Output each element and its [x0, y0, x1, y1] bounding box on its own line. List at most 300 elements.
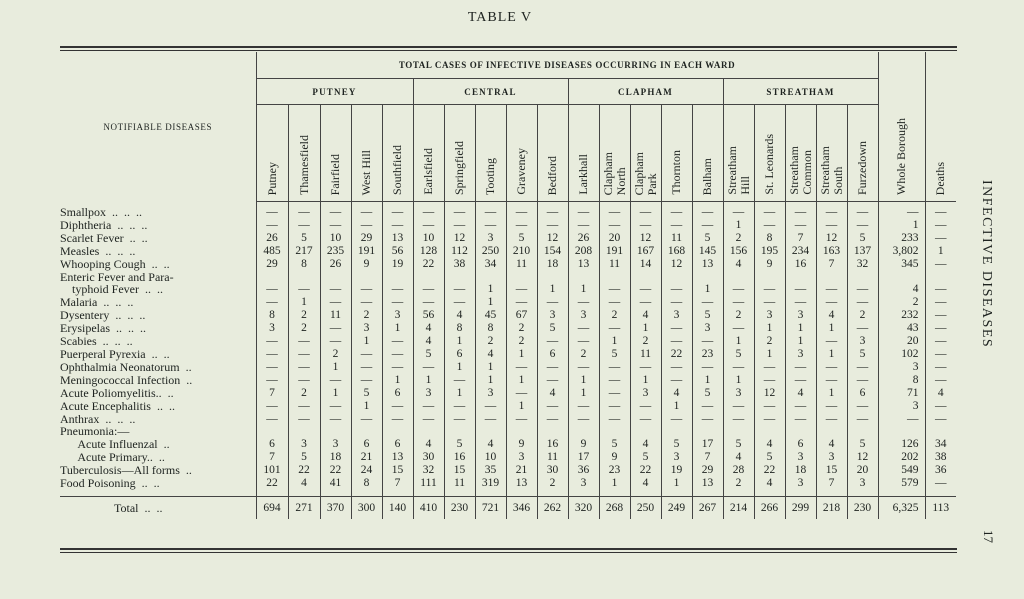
ward-count-cell: —: [816, 219, 847, 232]
table-row: [60, 296, 956, 309]
ward-count-cell: 7: [816, 258, 847, 271]
ward-count-cell: [413, 425, 444, 438]
ward-count-cell: 1: [444, 361, 475, 374]
ward-count-cell: 3: [382, 309, 413, 322]
group-clapham: CLAPHAM: [568, 79, 723, 105]
disease-name: Food Poisoning .. ..: [60, 477, 160, 490]
ward-count-cell: —: [256, 202, 288, 219]
ward-count-cell: —: [785, 413, 816, 426]
table-row: [60, 283, 956, 296]
ward-count-cell: 12: [661, 258, 692, 271]
ward-count-cell: 3: [537, 309, 568, 322]
ward-count-cell: —: [754, 219, 785, 232]
ward-count-cell: 10: [475, 451, 506, 464]
deaths-cell: [925, 425, 956, 438]
ward-count-cell: —: [847, 283, 878, 296]
ward-count-cell: 3: [785, 348, 816, 361]
deaths-cell: —: [925, 477, 956, 490]
ward-count-cell: 5: [506, 232, 537, 245]
ward-count-cell: —: [382, 335, 413, 348]
ward-count-cell: 1: [382, 374, 413, 387]
group-central: CENTRAL: [413, 79, 568, 105]
ward-count-cell: —: [382, 202, 413, 219]
disease-name: Scabies .. .. ..: [60, 335, 133, 348]
ward-count-cell: —: [320, 413, 351, 426]
table-row: [60, 477, 956, 490]
ward-count-cell: 14: [630, 258, 661, 271]
ward-count-cell: 1: [475, 283, 506, 296]
ward-count-cell: —: [785, 296, 816, 309]
ward-count-cell: [847, 425, 878, 438]
ward-count-cell: —: [661, 374, 692, 387]
total-row: [60, 496, 956, 519]
ward-count-cell: 3: [847, 477, 878, 490]
ward-count-cell: [630, 425, 661, 438]
ward-count-cell: —: [351, 283, 382, 296]
ward-count-cell: 9: [599, 451, 630, 464]
ward-count-cell: —: [847, 202, 878, 219]
ward-count-cell: —: [785, 202, 816, 219]
ward-count-cell: 8: [256, 309, 288, 322]
whole-borough-cell: 102: [878, 348, 925, 361]
ward-count-cell: [816, 271, 847, 284]
ward-count-cell: 12: [537, 232, 568, 245]
ward-count-cell: 5: [288, 451, 320, 464]
table-row: [60, 322, 956, 335]
ward-count-cell: 16: [444, 451, 475, 464]
disease-name: Acute Encephalitis .. ..: [60, 399, 175, 413]
ward-count-cell: 4: [413, 438, 444, 451]
ward-count-cell: —: [847, 219, 878, 232]
ward-count-cell: 4: [537, 387, 568, 400]
ward-count-cell: —: [537, 219, 568, 232]
ward-count-cell: —: [816, 400, 847, 413]
ward-count-cell: 163: [816, 245, 847, 258]
ward-count-cell: 15: [816, 464, 847, 477]
deaths-cell: —: [925, 232, 956, 245]
ward-count-cell: 7: [692, 451, 723, 464]
ward-count-cell: [661, 425, 692, 438]
ward-count-cell: —: [444, 296, 475, 309]
ward-count-cell: —: [723, 413, 754, 426]
whole-borough-cell: 6,325: [878, 496, 925, 519]
ward-count-cell: 1: [351, 400, 382, 413]
ward-count-cell: —: [506, 361, 537, 374]
deaths-cell: 38: [925, 451, 956, 464]
ward-count-cell: [413, 271, 444, 284]
ward-count-cell: —: [692, 361, 723, 374]
ward-count-cell: —: [382, 296, 413, 309]
ward-count-cell: 2: [537, 477, 568, 490]
ward-count-cell: —: [692, 296, 723, 309]
ward-count-cell: —: [599, 296, 630, 309]
ward-count-cell: —: [630, 283, 661, 296]
ward-count-cell: 16: [785, 258, 816, 271]
ward-count-cell: 4: [475, 438, 506, 451]
ward-count-cell: 4: [475, 348, 506, 361]
ward-count-cell: 36: [568, 464, 599, 477]
ward-count-cell: 230: [847, 496, 878, 519]
ward-count-cell: 3: [568, 477, 599, 490]
ward-count-cell: —: [256, 413, 288, 426]
deaths-cell: —: [925, 413, 956, 426]
ward-count-cell: 2: [288, 322, 320, 335]
ward-count-cell: 5: [537, 322, 568, 335]
ward-count-cell: 230: [444, 496, 475, 519]
ward-count-cell: 6: [382, 387, 413, 400]
ward-count-cell: 11: [661, 232, 692, 245]
ward-count-cell: [537, 271, 568, 284]
col-header-ward: Tooting: [475, 105, 506, 202]
ward-count-cell: 22: [256, 477, 288, 490]
ward-count-cell: [847, 271, 878, 284]
ward-count-cell: 13: [568, 258, 599, 271]
ward-count-cell: 721: [475, 496, 506, 519]
ward-count-cell: 7: [816, 477, 847, 490]
ward-count-cell: 3: [351, 322, 382, 335]
ward-count-cell: —: [661, 335, 692, 348]
ward-count-cell: 5: [847, 348, 878, 361]
ward-count-cell: —: [256, 283, 288, 296]
ward-count-cell: —: [816, 202, 847, 219]
ward-count-cell: 11: [506, 258, 537, 271]
ward-count-cell: 15: [444, 464, 475, 477]
ward-count-cell: —: [692, 219, 723, 232]
ward-count-cell: 2: [288, 387, 320, 400]
ward-count-cell: —: [568, 219, 599, 232]
whole-borough-cell: 1: [878, 219, 925, 232]
ward-count-cell: —: [630, 413, 661, 426]
ward-count-cell: 38: [444, 258, 475, 271]
ward-count-cell: —: [288, 400, 320, 413]
col-header-ward: Clapham Park: [630, 105, 661, 202]
side-heading: INFECTIVE DISEASES: [979, 180, 994, 349]
ward-count-cell: 1: [816, 387, 847, 400]
ward-count-cell: 1: [630, 322, 661, 335]
ward-count-cell: [506, 425, 537, 438]
ward-count-cell: —: [661, 283, 692, 296]
ward-count-cell: 319: [475, 477, 506, 490]
ward-count-cell: —: [351, 348, 382, 361]
ward-count-cell: —: [444, 202, 475, 219]
ward-count-cell: —: [568, 400, 599, 413]
ward-count-cell: 56: [413, 309, 444, 322]
deaths-cell: 34: [925, 438, 956, 451]
ward-count-cell: 145: [692, 245, 723, 258]
ward-count-cell: 2: [506, 335, 537, 348]
ward-count-cell: 1: [785, 322, 816, 335]
deaths-cell: —: [925, 348, 956, 361]
ward-count-cell: 5: [630, 451, 661, 464]
ward-count-cell: 20: [599, 232, 630, 245]
ward-count-cell: —: [754, 361, 785, 374]
ward-count-cell: —: [506, 202, 537, 219]
ward-count-cell: 1: [816, 348, 847, 361]
ward-count-cell: 13: [506, 477, 537, 490]
ward-count-cell: —: [288, 202, 320, 219]
disease-name: Malaria .. .. ..: [60, 296, 134, 310]
ward-count-cell: 9: [754, 258, 785, 271]
ward-count-cell: —: [351, 374, 382, 387]
ward-count-cell: 12: [847, 451, 878, 464]
ward-count-cell: [444, 271, 475, 284]
table-row: [60, 271, 956, 284]
table-row: [60, 245, 956, 258]
ward-count-cell: 4: [630, 477, 661, 490]
ward-count-cell: —: [568, 202, 599, 219]
ward-count-cell: 22: [754, 464, 785, 477]
deaths-cell: —: [925, 309, 956, 322]
ward-count-cell: 28: [723, 464, 754, 477]
ward-count-cell: 1: [785, 335, 816, 348]
ward-count-cell: 1: [475, 374, 506, 387]
ward-count-cell: 6: [382, 438, 413, 451]
ward-count-cell: 1: [475, 361, 506, 374]
ward-count-cell: 3: [630, 387, 661, 400]
ward-count-cell: 6: [444, 348, 475, 361]
ward-count-cell: [599, 271, 630, 284]
ward-count-cell: 22: [630, 464, 661, 477]
ward-count-cell: —: [816, 361, 847, 374]
ward-count-cell: [320, 425, 351, 438]
ward-count-cell: 8: [444, 322, 475, 335]
ward-count-cell: —: [630, 219, 661, 232]
ward-count-cell: [661, 271, 692, 284]
total-cases-heading: TOTAL CASES OF INFECTIVE DISEASES OCCURRING IN EACH WARD: [256, 52, 878, 79]
ward-count-cell: 112: [444, 245, 475, 258]
ward-count-cell: 262: [537, 496, 568, 519]
ward-count-cell: —: [785, 374, 816, 387]
ward-count-cell: 5: [661, 438, 692, 451]
ward-count-cell: —: [723, 400, 754, 413]
ward-count-cell: 218: [816, 496, 847, 519]
col-header-ward: Streatham Hill: [723, 105, 754, 202]
ward-count-cell: 19: [661, 464, 692, 477]
whole-borough-cell: [878, 425, 925, 438]
ward-count-cell: 300: [351, 496, 382, 519]
ward-count-cell: —: [382, 413, 413, 426]
ward-count-cell: —: [288, 219, 320, 232]
ward-count-cell: —: [288, 413, 320, 426]
ward-count-cell: [568, 425, 599, 438]
ward-count-cell: 34: [475, 258, 506, 271]
ward-count-cell: —: [754, 202, 785, 219]
ward-count-cell: 3: [568, 309, 599, 322]
table-row: [60, 348, 956, 361]
ward-count-cell: 3: [413, 387, 444, 400]
ward-count-cell: 346: [506, 496, 537, 519]
top-rule: [60, 46, 957, 48]
ward-count-cell: 4: [754, 438, 785, 451]
col-header-ward: Streatham South: [816, 105, 847, 202]
ward-count-cell: 1: [506, 348, 537, 361]
deaths-cell: 113: [925, 496, 956, 519]
ward-count-cell: 5: [723, 348, 754, 361]
ward-count-cell: —: [537, 202, 568, 219]
ward-count-cell: —: [661, 361, 692, 374]
ward-count-cell: [351, 271, 382, 284]
whole-borough-cell: 43: [878, 322, 925, 335]
ward-count-cell: 12: [444, 232, 475, 245]
ward-count-cell: —: [537, 374, 568, 387]
table-row: [60, 464, 956, 477]
ward-count-cell: 1: [661, 477, 692, 490]
notifiable-diseases-heading: NOTIFIABLE DISEASES: [103, 121, 213, 132]
deaths-cell: —: [925, 219, 956, 232]
ward-count-cell: —: [568, 335, 599, 348]
ward-count-cell: 4: [723, 451, 754, 464]
ward-count-cell: 137: [847, 245, 878, 258]
ward-count-cell: —: [288, 283, 320, 296]
ward-count-cell: —: [320, 283, 351, 296]
ward-count-cell: —: [413, 283, 444, 296]
ward-count-cell: 8: [351, 477, 382, 490]
ward-count-cell: —: [351, 219, 382, 232]
ward-count-cell: 1: [599, 477, 630, 490]
ward-count-cell: —: [816, 374, 847, 387]
ward-count-cell: 320: [568, 496, 599, 519]
deaths-cell: —: [925, 361, 956, 374]
table-row: [60, 219, 956, 232]
group-streatham: STREATHAM: [723, 79, 878, 105]
ward-count-cell: 41: [320, 477, 351, 490]
ward-count-cell: —: [754, 374, 785, 387]
ward-count-cell: 5: [692, 387, 723, 400]
ward-count-cell: —: [537, 335, 568, 348]
ward-count-cell: 10: [320, 232, 351, 245]
ward-count-cell: 299: [785, 496, 816, 519]
ward-count-cell: —: [537, 296, 568, 309]
ward-count-cell: —: [382, 400, 413, 413]
ward-count-cell: 5: [847, 232, 878, 245]
col-header-ward: Springfield: [444, 105, 475, 202]
ward-count-cell: 21: [506, 464, 537, 477]
disease-name: Acute Primary.. ..: [60, 451, 165, 465]
ward-count-cell: [444, 425, 475, 438]
ward-count-cell: —: [444, 400, 475, 413]
ward-count-cell: —: [413, 413, 444, 426]
ward-count-cell: 5: [847, 438, 878, 451]
table-row: [60, 374, 956, 387]
ward-count-cell: [288, 271, 320, 284]
ward-count-cell: 67: [506, 309, 537, 322]
ward-count-cell: 2: [847, 309, 878, 322]
table-row: [60, 413, 956, 426]
ward-count-cell: 1: [288, 296, 320, 309]
ward-count-cell: 13: [692, 477, 723, 490]
ward-count-cell: —: [847, 400, 878, 413]
ward-count-cell: 29: [256, 258, 288, 271]
ward-count-cell: 5: [351, 387, 382, 400]
ward-count-cell: 1: [351, 335, 382, 348]
ward-count-cell: [382, 425, 413, 438]
ward-count-cell: —: [256, 400, 288, 413]
ward-count-cell: 2: [475, 335, 506, 348]
ward-count-cell: 271: [288, 496, 320, 519]
ward-count-cell: 1: [475, 296, 506, 309]
ward-count-cell: 6: [537, 348, 568, 361]
ward-count-cell: —: [351, 296, 382, 309]
ward-count-cell: —: [382, 361, 413, 374]
ward-count-cell: —: [785, 219, 816, 232]
whole-borough-cell: 345: [878, 258, 925, 271]
table-title: TABLE V: [467, 10, 533, 25]
ward-count-cell: 11: [537, 451, 568, 464]
ward-count-cell: —: [785, 400, 816, 413]
ward-count-cell: 3: [785, 451, 816, 464]
ward-count-cell: [723, 271, 754, 284]
ward-count-cell: 22: [320, 464, 351, 477]
whole-borough-cell: —: [878, 202, 925, 219]
whole-borough-cell: 126: [878, 438, 925, 451]
ward-count-cell: —: [256, 296, 288, 309]
ward-count-cell: —: [320, 322, 351, 335]
ward-count-cell: [475, 271, 506, 284]
ward-count-cell: 3: [754, 309, 785, 322]
ward-count-cell: [630, 271, 661, 284]
ward-count-cell: [351, 425, 382, 438]
ward-count-cell: [288, 425, 320, 438]
ward-count-cell: 4: [630, 438, 661, 451]
table-row: [60, 258, 956, 271]
bottom-rule-thin: [60, 552, 957, 553]
group-putney: PUTNEY: [256, 79, 413, 105]
ward-count-cell: 1: [320, 361, 351, 374]
ward-count-cell: —: [475, 219, 506, 232]
ward-count-cell: 11: [599, 258, 630, 271]
ward-count-cell: 410: [413, 496, 444, 519]
ward-count-cell: 1: [692, 283, 723, 296]
deaths-cell: [925, 271, 956, 284]
ward-count-cell: 3: [506, 451, 537, 464]
ward-count-cell: 26: [320, 258, 351, 271]
ward-count-cell: 4: [413, 322, 444, 335]
ward-count-cell: —: [288, 361, 320, 374]
ward-count-cell: 1: [537, 283, 568, 296]
ward-count-cell: 4: [754, 477, 785, 490]
ward-count-cell: 2: [288, 309, 320, 322]
ward-count-cell: 2: [723, 477, 754, 490]
ward-count-cell: —: [599, 202, 630, 219]
ward-count-cell: 13: [692, 258, 723, 271]
ward-count-cell: —: [599, 374, 630, 387]
ward-count-cell: 3: [661, 309, 692, 322]
ward-count-cell: 23: [692, 348, 723, 361]
ward-count-cell: 235: [320, 245, 351, 258]
ward-count-cell: 2: [723, 309, 754, 322]
col-header-ward: Thamesfield: [288, 105, 320, 202]
ward-count-cell: —: [288, 374, 320, 387]
ward-count-cell: —: [351, 361, 382, 374]
ward-count-cell: —: [320, 335, 351, 348]
ward-count-cell: —: [568, 322, 599, 335]
disease-name: Tuberculosis—All forms ..: [60, 464, 192, 478]
disease-name: Measles .. .. ..: [60, 244, 136, 258]
ward-count-cell: —: [692, 202, 723, 219]
ward-count-cell: —: [847, 374, 878, 387]
ward-count-cell: —: [599, 387, 630, 400]
ward-count-cell: 3: [847, 335, 878, 348]
ward-count-cell: [754, 271, 785, 284]
ward-count-cell: 266: [754, 496, 785, 519]
ward-count-cell: —: [630, 296, 661, 309]
ward-count-cell: —: [599, 322, 630, 335]
ward-count-cell: 35: [475, 464, 506, 477]
ward-count-cell: —: [847, 296, 878, 309]
ward-count-cell: [816, 425, 847, 438]
ward-count-cell: —: [444, 413, 475, 426]
ward-count-cell: 1: [382, 322, 413, 335]
